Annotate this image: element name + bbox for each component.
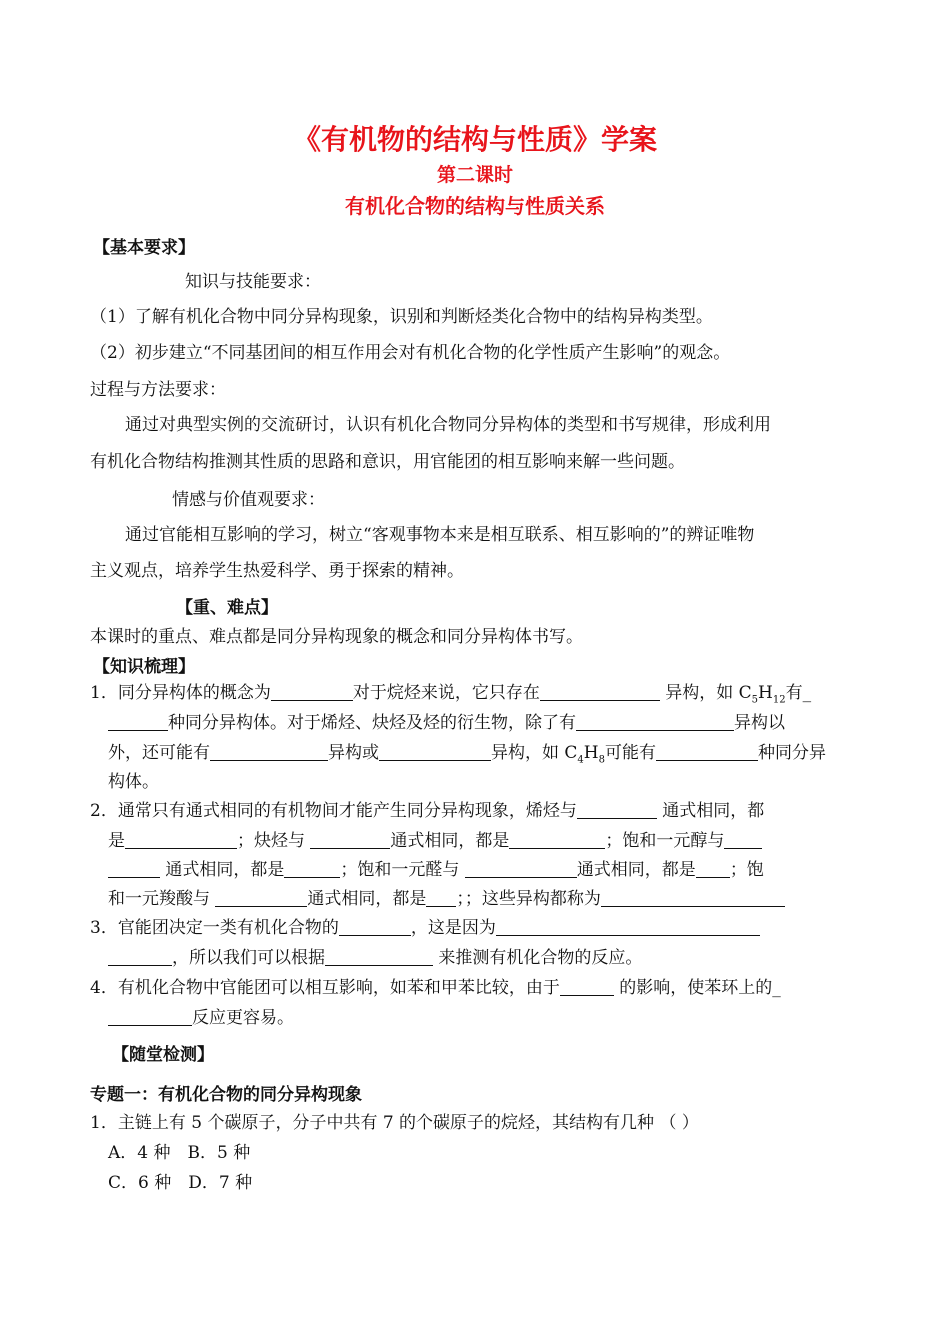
quiz-options-row-2[interactable]: C．6 种 D．7 种 xyxy=(108,1173,253,1193)
quiz-question-1: 1．主链上有 5 个碳原子，分子中共有 7 的个碳原子的烷烃，其结构有几种 （ ） xyxy=(90,1113,699,1133)
blank[interactable] xyxy=(271,682,353,701)
blank[interactable] xyxy=(577,800,657,819)
blank[interactable] xyxy=(656,742,758,761)
key-points-text: 本课时的重点、难点都是同分异构现象的概念和同分异构体书写。 xyxy=(90,627,583,647)
blank[interactable] xyxy=(379,742,491,761)
question-number: 1． xyxy=(90,683,118,703)
section-header-key-points: 【重、难点】 xyxy=(176,598,278,618)
page-title: 《有机物的结构与性质》学案 xyxy=(292,123,657,156)
requirement-item-2: （2）初步建立“不同基团间的相互作用会对有机化合物的化学性质产生影响”的观念。 xyxy=(90,343,731,363)
blank[interactable] xyxy=(576,712,734,731)
emotion-text-line-2: 主义观点，培养学生热爱科学、勇于探索的精神。 xyxy=(90,561,464,581)
process-text-line-1: 通过对典型实例的交流研讨，认识有机化合物同分异构体的类型和书写规律，形成利用 xyxy=(125,415,771,435)
blank[interactable] xyxy=(215,888,307,907)
blank[interactable] xyxy=(496,917,760,936)
blank[interactable] xyxy=(560,977,614,996)
requirement-item-1: （1）了解有机化合物中同分异构现象，识别和判断烃类化合物中的结构异构类型。 xyxy=(90,307,713,327)
blank[interactable] xyxy=(210,742,328,761)
knowledge-q2-line-3: 通式相同，都是 ；饱和一元醛与 通式相同，都是 ；饱 xyxy=(108,858,764,882)
process-text-line-2: 有机化合物结构推测其性质的思路和意识，用官能团的相互影响来解一些问题。 xyxy=(90,452,685,472)
knowledge-q2-line-4: 和一元羧酸与 通式相同，都是 ；；这些异构都称为 xyxy=(108,887,785,911)
skills-label: 知识与技能要求： xyxy=(185,272,321,292)
blank[interactable] xyxy=(540,682,660,701)
section-header-quiz: 【随堂检测】 xyxy=(112,1045,214,1065)
blank[interactable] xyxy=(339,917,411,936)
knowledge-q1-line-3: 外，还可能有 异构或 异构，如 $C_4H_8$可能有 种同分异 xyxy=(108,743,826,766)
question-number: 4． xyxy=(90,978,118,998)
quiz-options-row-1[interactable]: A．4 种 B．5 种 xyxy=(108,1143,251,1163)
question-number: 2． xyxy=(90,801,118,821)
blank[interactable] xyxy=(108,859,160,878)
emotion-text-line-1: 通过官能相互影响的学习，树立“客观事物本来是相互联系、相互影响的”的辨证唯物 xyxy=(125,525,755,545)
blank[interactable] xyxy=(696,859,730,878)
emotion-label: 情感与价值观要求： xyxy=(172,490,325,510)
lesson-title: 有机化合物的结构与性质关系 xyxy=(345,194,605,218)
blank[interactable] xyxy=(310,830,390,849)
blank[interactable] xyxy=(509,830,605,849)
knowledge-q2-line-2: 是 ；炔烃与 通式相同，都是 ；饱和一元醇与 xyxy=(108,829,762,853)
knowledge-q1-line-4: 构体。 xyxy=(108,772,159,792)
question-number: 3． xyxy=(90,918,118,938)
lesson-number: 第二课时 xyxy=(436,164,513,186)
blank[interactable] xyxy=(108,712,168,731)
knowledge-q4-line-1: 4．有机化合物中官能团可以相互影响，如苯和甲苯比较，由于 的影响，使苯环上的_ xyxy=(90,978,781,998)
blank[interactable] xyxy=(601,888,785,907)
blank[interactable] xyxy=(108,1007,192,1026)
blank[interactable] xyxy=(108,947,172,966)
blank[interactable] xyxy=(426,888,456,907)
blank[interactable] xyxy=(284,859,340,878)
section-header-basic-requirements: 【基本要求】 xyxy=(93,238,195,258)
knowledge-q1-line-1: 1．同分异构体的概念为 对于烷烃来说，它只存在 异构，如 $C_5H_{12}$有_ xyxy=(90,683,812,706)
blank[interactable] xyxy=(325,947,433,966)
knowledge-q3-line-1: 3．官能团决定一类有机化合物的 ，这是因为 xyxy=(90,916,760,940)
blank[interactable] xyxy=(125,830,237,849)
section-header-knowledge: 【知识梳理】 xyxy=(93,657,195,677)
knowledge-q1-line-2: 种同分异构体。对于烯烃、炔烃及烃的衍生物，除了有 异构以 xyxy=(108,711,785,735)
process-label: 过程与方法要求： xyxy=(90,380,226,400)
topic-heading: 专题一：有机化合物的同分异构现象 xyxy=(90,1085,362,1105)
knowledge-q4-line-2: 反应更容易。 xyxy=(108,1006,294,1030)
knowledge-q2-line-1: 2．通常只有通式相同的有机物间才能产生同分异构现象，烯烃与 通式相同，都 xyxy=(90,801,765,821)
knowledge-q3-line-2: ，所以我们可以根据 来推测有机化合物的反应。 xyxy=(108,946,642,970)
blank[interactable] xyxy=(465,859,577,878)
blank[interactable] xyxy=(724,830,762,849)
